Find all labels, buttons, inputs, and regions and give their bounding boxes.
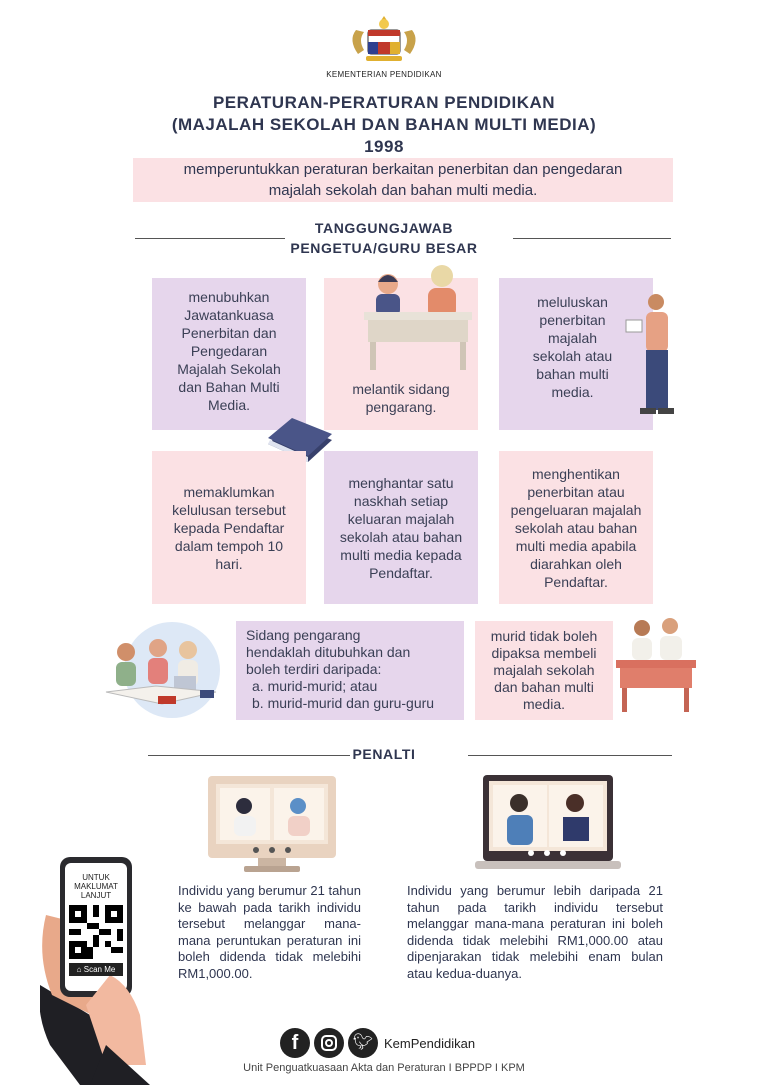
duty-text: melantik sidang pengarang. [352,381,450,415]
penalty-heading: PENALTI [352,746,416,762]
ministry-name: KEMENTERIAN PENDIDIKAN [326,70,442,79]
students-studying-illustration [96,620,228,722]
qr-caption-line-1: UNTUK [82,873,110,882]
qr-caption [65,873,127,900]
penalty-over-21: Individu yang berumur lebih daripada 21 tahun pada tarikh individu tersebut melanggar mana-mana peraturan ini boleh didenda tidak melebihi RM1,000.00 atau dipenjarakan tidak melebihi enam bulan atau kedua-duanya. [407,883,663,981]
coat-of-arms-logo [344,12,424,68]
duty-text: meluluskan penerbitan majalah sekolah atau bahan multi media. [532,294,613,400]
heading-line-1: TANGGUNGJAWAB [314,220,454,236]
qr-code[interactable] [69,905,123,959]
editorial-line-2: hendaklah ditubuhkan dan [246,644,411,660]
no-force-text: murid tidak boleh dipaksa membeli majalah sekolah dan bahan multi media. [490,628,598,712]
subtitle-text: memperuntukkan peraturan berkaitan penerbitan dan pengedaran majalah sekolah dan bahan multi media. [183,161,623,199]
man-with-document-illustration [622,290,684,426]
editorial-item-a: a. murid-murid; atau [252,678,378,694]
students-at-desk-illustration [612,618,698,714]
duty-text: memaklumkan kelulusan tersebut kepada Pendaftar dalam tempoh 10 hari. [172,483,286,572]
duty-text: menghantar satu naskhah setiap keluaran majalah sekolah atau bahan multi media kepada Pendaftar. [339,474,463,581]
qr-caption-line-3: LANJUT [80,891,112,900]
title-line-3: 1998 [364,137,404,156]
monitor-video-call-illustration [206,774,338,874]
penalty-under-21: Individu yang berumur 21 tahun ke bawah pada tarikh individu tersebut melanggar mana-mana peruntukan peraturan ini boleh didenda tidak melebihi RM1,000.00. [178,883,361,981]
duty-text: menghentikan penerbitan atau pengeluaran majalah sekolah atau bahan multi media apabila diarahkan oleh Pendaftar. [510,465,642,590]
editorial-line-1: Sidang pengarang [246,627,361,643]
responsibility-heading [0,218,768,258]
social-links [280,1028,378,1058]
title-line-1: PERATURAN-PERATURAN PENDIDIKAN [212,93,556,112]
heading-line-2: PENGETUA/GURU BESAR [290,240,478,256]
scan-me-label[interactable] [69,963,123,976]
qr-phone-graphic [40,855,150,1085]
duty-text: menubuhkan Jawatankuasa Penerbitan dan Pengedaran Majalah Sekolah dan Bahan Multi Media. [177,289,281,413]
title-line-2: (MAJALAH SEKOLAH DAN BAHAN MULTI MEDIA) [171,115,597,134]
twitter-icon[interactable]: 🐦︎ [348,1028,378,1058]
no-force-box [475,621,613,720]
editorial-item-b: b. murid-murid dan guru-guru [252,695,435,711]
qr-caption-line-2: MAKLUMAT [74,882,118,891]
home-icon: ⌂ [76,965,84,974]
duty-box-stop [499,451,653,604]
instagram-icon[interactable] [314,1028,344,1058]
editorial-board-box [236,621,464,720]
duty-box-send-copy [324,451,478,604]
duty-box-notify [152,451,306,604]
footer-unit: Unit Penguatkuasaan Akta dan Peraturan I BPPDP I KPM [243,1062,525,1074]
page-title [0,92,768,158]
laptop-video-call-illustration [475,773,621,873]
scan-me-text: Scan Me [83,965,116,974]
subtitle-banner [133,158,673,202]
facebook-icon[interactable]: f [280,1028,310,1058]
teachers-at-desk-illustration [360,262,476,372]
editorial-line-3: boleh terdiri daripada: [246,661,382,677]
social-handle[interactable]: KemPendidikan [384,1036,476,1051]
